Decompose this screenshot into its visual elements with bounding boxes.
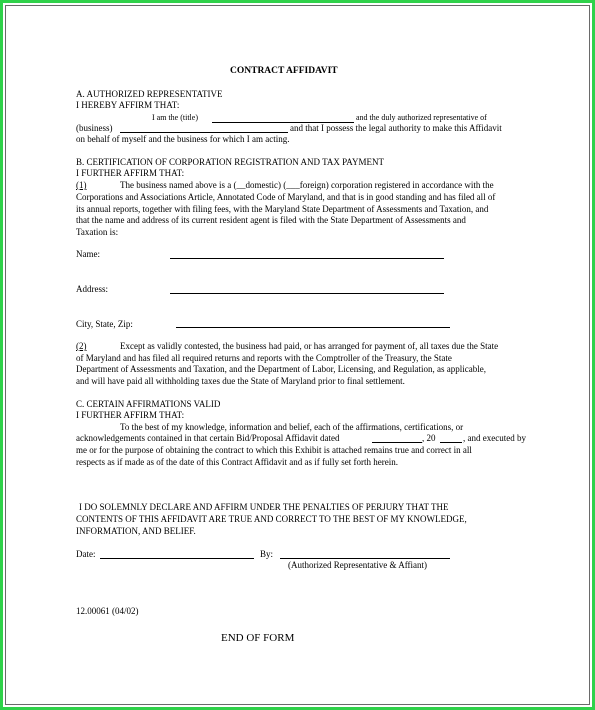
address-field[interactable]: [170, 293, 444, 294]
date-field[interactable]: [100, 558, 254, 559]
item-2-line-1: Except as validly contested, the business had paid, or has arranged for payment of, all taxes due the State: [120, 341, 499, 351]
section-c-heading: C. CERTAIN AFFIRMATIONS VALID: [76, 399, 221, 409]
behalf-text: on behalf of myself and the business for which I am acting.: [76, 134, 290, 144]
section-c-affirm: I FURTHER AFFIRM THAT:: [76, 410, 185, 420]
page-title: CONTRACT AFFIDAVIT: [230, 66, 338, 76]
section-c-line-2b: , 20: [422, 433, 436, 443]
section-c-line-1: To the best of my knowledge, information and belief, each of the affirmations, certifications, or: [120, 422, 464, 432]
name-field[interactable]: [170, 258, 444, 259]
section-c-line-2a: acknowledgements contained in that certain Bid/Proposal Affidavit dated: [76, 433, 340, 443]
item-1-number: (1): [76, 180, 87, 190]
item-1-line-2: Corporations and Associations Article, Annotated Code of Maryland, and that is in good standing and has filed all of: [76, 192, 496, 202]
city-state-zip-field[interactable]: [176, 327, 450, 328]
item-1-line-1: The business named above is a (__domestic) (___foreign) corporation registered in accordance with the: [120, 180, 494, 190]
signature-caption: (Authorized Representative & Affiant): [288, 560, 428, 570]
item-2-line-3: Department of Assessments and Taxation, and the Department of Labor, Licensing, and Regulation, as applicable,: [76, 364, 486, 374]
business-field[interactable]: [120, 132, 288, 133]
item-2-line-2: of Maryland and has filed all required returns and reports with the Comptroller of the Treasury, the State: [76, 353, 452, 363]
section-a-affirm: I HEREBY AFFIRM THAT:: [76, 100, 180, 110]
item-1-line-4: that the name and address of its current resident agent is filed with the State Department of Assessments and: [76, 215, 466, 225]
declaration-line-2: CONTENTS OF THIS AFFIDAVIT ARE TRUE AND CORRECT TO THE BEST OF MY KNOWLEDGE,: [76, 514, 467, 524]
address-label: Address:: [76, 284, 108, 294]
declaration-line-1: I DO SOLEMNLY DECLARE AND AFFIRM UNDER THE PENALTIES OF PERJURY THAT THE: [79, 502, 449, 512]
section-a-heading: A. AUTHORIZED REPRESENTATIVE: [76, 89, 223, 99]
form-number: 12.00061 (04/02): [76, 606, 139, 616]
section-c-line-2c: , and executed by: [463, 433, 526, 443]
representative-text: and the duly authorized representative of: [356, 113, 487, 122]
item-1-line-5: Taxation is:: [76, 227, 119, 237]
authority-text: and that I possess the legal authority to make this Affidavit: [290, 123, 502, 133]
item-2-line-4: and will have paid all withholding taxes due the State of Maryland prior to final settlement.: [76, 376, 405, 386]
bid-date-field[interactable]: [372, 442, 422, 443]
date-label: Date:: [76, 549, 96, 559]
item-2-number: (2): [76, 341, 87, 351]
section-b-heading: B. CERTIFICATION OF CORPORATION REGISTRATION AND TAX PAYMENT: [76, 157, 384, 167]
end-of-form: END OF FORM: [221, 632, 295, 644]
bid-year-field[interactable]: [440, 442, 462, 443]
item-1-line-3: its annual reports, together with filing fees, with the Maryland State Department of Assessments and Taxation, and: [76, 204, 489, 214]
name-label: Name:: [76, 249, 100, 259]
signature-field[interactable]: [280, 558, 450, 559]
section-b-affirm: I FURTHER AFFIRM THAT:: [76, 168, 185, 178]
city-state-zip-label: City, State, Zip:: [76, 319, 133, 329]
title-label: I am the (title): [152, 113, 198, 122]
business-label: (business): [76, 123, 113, 133]
section-c-line-3: me or for the purpose of obtaining the contract to which this Exhibit is attached remains true and correct in all: [76, 445, 472, 455]
section-c-line-4: respects as if made as of the date of this Contract Affidavit and as if fully set forth herein.: [76, 457, 398, 467]
declaration-line-3: INFORMATION, AND BELIEF.: [76, 526, 196, 536]
by-label: By:: [260, 549, 274, 559]
